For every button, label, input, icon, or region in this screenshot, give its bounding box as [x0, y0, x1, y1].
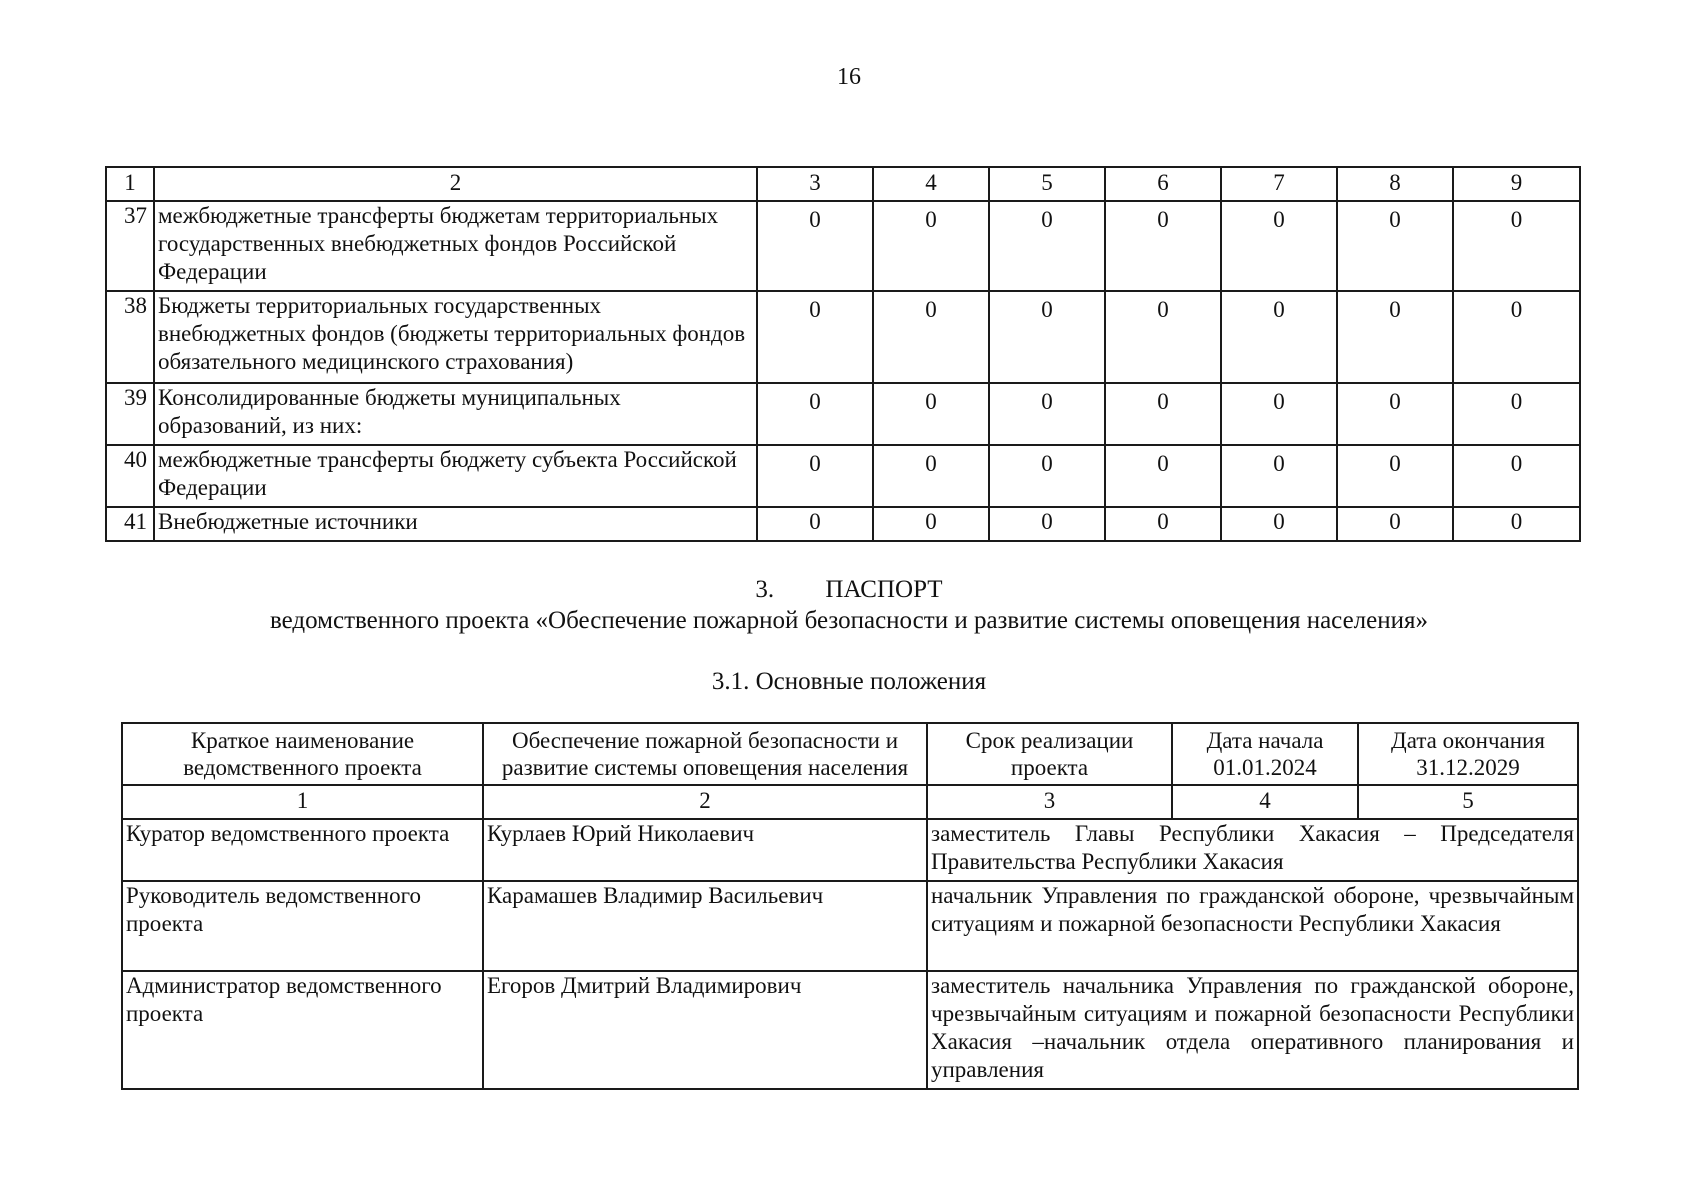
row-value: 0 — [1337, 507, 1453, 541]
role-cell: Руководитель ведомственного проекта — [122, 881, 483, 971]
role-cell: Администратор ведомственного проекта — [122, 971, 483, 1089]
row-value: 0 — [873, 291, 989, 383]
row-name: Внебюджетные источники — [154, 507, 757, 541]
start-date-label: Дата начала — [1206, 728, 1324, 753]
header-cell: 6 — [1105, 167, 1221, 201]
column-number: 5 — [1358, 785, 1578, 819]
row-value: 0 — [989, 383, 1105, 445]
row-value: 0 — [989, 507, 1105, 541]
passport-table — [121, 722, 1579, 1090]
start-date-value: 01.01.2024 — [1213, 755, 1317, 780]
header-cell: 5 — [989, 167, 1105, 201]
section-title-text: ПАСПОРТ — [825, 576, 943, 603]
finance-table-header-row — [106, 167, 1580, 201]
row-value: 0 — [1105, 201, 1221, 291]
row-value: 0 — [989, 291, 1105, 383]
row-value: 0 — [1453, 201, 1580, 291]
short-name-value: Обеспечение пожарной безопасности и развитие системы оповещения населения — [483, 723, 927, 785]
position-cell: заместитель начальника Управления по гражданской обороне, чрезвычайным ситуациям и пожарной безопасности Республики Хакасия –начальник отдела оперативного планирования и управления — [927, 971, 1578, 1089]
term-label: Срок реализации проекта — [927, 723, 1172, 785]
table-row — [122, 881, 1578, 971]
person-cell: Егоров Дмитрий Владимирович — [483, 971, 927, 1089]
row-value: 0 — [1337, 291, 1453, 383]
header-cell: 1 — [106, 167, 154, 201]
row-value: 0 — [1453, 383, 1580, 445]
row-value: 0 — [1453, 445, 1580, 507]
header-cell: 4 — [873, 167, 989, 201]
row-value: 0 — [1105, 291, 1221, 383]
table-row — [106, 383, 1580, 445]
short-name-label: Краткое наименование ведомственного проекта — [122, 723, 483, 785]
table-row — [106, 201, 1580, 291]
table-row — [122, 971, 1578, 1089]
row-value: 0 — [1105, 383, 1221, 445]
row-value: 0 — [1105, 445, 1221, 507]
row-value: 0 — [873, 201, 989, 291]
column-number: 4 — [1172, 785, 1358, 819]
row-value: 0 — [873, 445, 989, 507]
row-value: 0 — [1221, 201, 1337, 291]
page-number: 16 — [837, 64, 861, 90]
row-number: 39 — [106, 383, 154, 445]
column-numbers-row — [122, 785, 1578, 819]
position-cell: начальник Управления по гражданской обороне, чрезвычайным ситуациям и пожарной безопасности Республики Хакасия — [927, 881, 1578, 971]
subsection-title: 3.1. Основные положения — [711, 668, 987, 695]
row-number: 38 — [106, 291, 154, 383]
section-subtitle: ведомственного проекта «Обеспечение пожарной безопасности и развитие системы оповещения населения» — [269, 607, 1429, 634]
table-row — [106, 445, 1580, 507]
row-value: 0 — [873, 383, 989, 445]
row-value: 0 — [757, 201, 873, 291]
person-cell: Курлаев Юрий Николаевич — [483, 819, 927, 881]
row-value: 0 — [1221, 383, 1337, 445]
row-name: Бюджеты территориальных государственных внебюджетных фондов (бюджеты территориальных фондов обязательного медицинского страхования) — [154, 291, 757, 383]
header-cell: 7 — [1221, 167, 1337, 201]
end-date-value: 31.12.2029 — [1416, 755, 1520, 780]
row-value: 0 — [1221, 445, 1337, 507]
row-number: 40 — [106, 445, 154, 507]
row-name: межбюджетные трансферты бюджету субъекта Российской Федерации — [154, 445, 757, 507]
row-name: Консолидированные бюджеты муниципальных образований, из них: — [154, 383, 757, 445]
row-value: 0 — [1337, 201, 1453, 291]
row-value: 0 — [1105, 507, 1221, 541]
passport-header-row — [122, 723, 1578, 785]
column-number: 2 — [483, 785, 927, 819]
header-cell: 8 — [1337, 167, 1453, 201]
row-number: 37 — [106, 201, 154, 291]
end-date-label: Дата окончания — [1391, 728, 1545, 753]
header-cell: 3 — [757, 167, 873, 201]
row-value: 0 — [1453, 507, 1580, 541]
start-date-cell — [1172, 723, 1358, 785]
position-cell: заместитель Главы Республики Хакасия – Председателя Правительства Республики Хакасия — [927, 819, 1578, 881]
section-number: 3. — [755, 576, 775, 603]
table-row — [122, 819, 1578, 881]
row-value: 0 — [1221, 291, 1337, 383]
row-value: 0 — [1337, 445, 1453, 507]
row-value: 0 — [1337, 383, 1453, 445]
row-value: 0 — [989, 445, 1105, 507]
table-row — [106, 291, 1580, 383]
row-value: 0 — [989, 201, 1105, 291]
row-value: 0 — [1453, 291, 1580, 383]
column-number: 3 — [927, 785, 1172, 819]
role-cell: Куратор ведомственного проекта — [122, 819, 483, 881]
end-date-cell — [1358, 723, 1578, 785]
header-cell: 9 — [1453, 167, 1580, 201]
row-number: 41 — [106, 507, 154, 541]
row-name: межбюджетные трансферты бюджетам территориальных государственных внебюджетных фондов Российской Федерации — [154, 201, 757, 291]
row-value: 0 — [757, 507, 873, 541]
section-title — [0, 574, 1698, 606]
row-value: 0 — [757, 383, 873, 445]
row-value: 0 — [757, 291, 873, 383]
person-cell: Карамашев Владимир Васильевич — [483, 881, 927, 971]
table-row — [106, 507, 1580, 541]
row-value: 0 — [757, 445, 873, 507]
row-value: 0 — [1221, 507, 1337, 541]
header-cell: 2 — [154, 167, 757, 201]
column-number: 1 — [122, 785, 483, 819]
row-value: 0 — [873, 507, 989, 541]
finance-table — [105, 166, 1581, 542]
